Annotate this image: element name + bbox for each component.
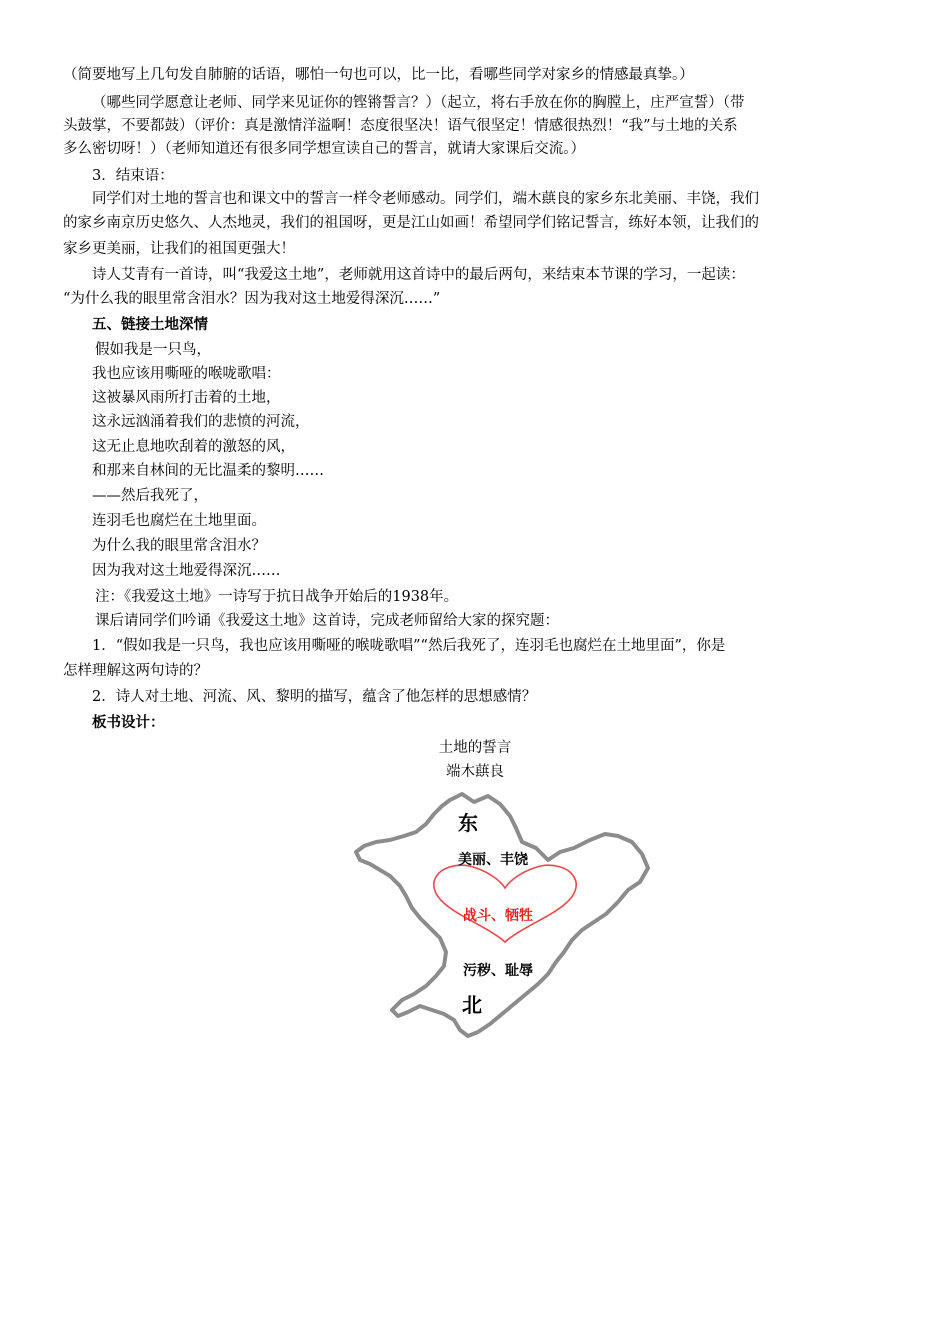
map-label-lower: 污秽、耻辱: [463, 963, 533, 979]
question-1-cont: 怎样理解这两句诗的？: [63, 663, 208, 679]
poem-line: 这永远汹涌着我们的悲愤的河流，: [92, 414, 310, 430]
map-label-upper: 美丽、丰饶: [458, 852, 528, 868]
poem-line: 因为我对这土地爱得深沉……: [92, 563, 281, 579]
poem-line: 为什么我的眼里常含泪水？: [92, 538, 266, 554]
paragraph-line: （简要地写上几句发自肺腑的话语，哪怕一句也可以，比一比，看哪些同学对家乡的情感最真挚。）: [63, 67, 694, 83]
poem-line: 我也应该用嘶哑的喉咙歌唱：: [92, 366, 281, 382]
paragraph-line: 头鼓掌，不要都鼓）（评价：真是激情洋溢啊！态度很坚决！语气很坚定！情感很热烈！“我”与土地的关系: [63, 118, 738, 134]
poem-line: 假如我是一只鸟，: [95, 342, 211, 358]
poem-line: 连羽毛也腐烂在土地里面。: [92, 513, 266, 529]
poem-note: 注：《我爱这土地》一诗写于抗日战争开始后的1938年。: [95, 589, 459, 605]
question-1: 1．“假如我是一只鸟，我也应该用嘶哑的喉咙歌唱”“然后我死了，连羽毛也腐烂在土地里面”，你是: [92, 638, 726, 654]
poem-line: 这无止息地吹刮着的激怒的风，: [92, 439, 295, 455]
map-label-east: 东: [458, 811, 478, 835]
board-design-label: 板书设计：: [92, 715, 165, 731]
question-2: 2．诗人对土地、河流、风、黎明的描写，蕴含了他怎样的思想感情？: [92, 689, 537, 705]
poem-line: ——然后我死了，: [92, 488, 208, 504]
paragraph-line: “为什么我的眼里常含泪水？因为我对这土地爱得深沉……”: [63, 291, 441, 307]
subheading-conclusion: 3．结束语：: [92, 168, 174, 184]
paragraph-line: 同学们对土地的誓言也和课文中的誓言一样令老师感动。同学们，端木蕻良的家乡东北美丽、丰饶，我们: [92, 191, 759, 207]
map-label-north: 北: [462, 993, 482, 1017]
section-title: 五、链接土地深情: [92, 317, 208, 333]
poem-line: 和那来自林间的无比温柔的黎明……: [92, 463, 324, 479]
map-label-heart: 战斗、牺牲: [463, 908, 533, 924]
board-author: 端木蕻良: [446, 764, 504, 780]
paragraph-line: （哪些同学愿意让老师、同学来见证你的铿锵誓言？）（起立，将右手放在你的胸膛上，庄严宣誓）（带: [92, 95, 745, 111]
paragraph-line: 诗人艾青有一首诗，叫“我爱这土地”，老师就用这首诗中的最后两句，来结束本节课的学习，一起读：: [92, 267, 745, 283]
board-title: 土地的誓言: [438, 740, 512, 756]
paragraph-line: 家乡更美丽，让我们的祖国更强大！: [63, 241, 295, 257]
paragraph-line: 的家乡南京历史悠久、人杰地灵，我们的祖国呀，更是江山如画！希望同学们铭记誓言，练好本领，让我们的: [63, 215, 759, 231]
paragraph-line: 多么密切呀！）（老师知道还有很多同学想宣读自己的誓言，就请大家课后交流。）: [63, 141, 585, 157]
northeast-map-diagram: [350, 790, 670, 1040]
poem-line: 这被暴风雨所打击着的土地，: [92, 390, 281, 406]
homework-intro: 课后请同学们吟诵《我爱这土地》这首诗，完成老师留给大家的探究题：: [95, 613, 559, 629]
